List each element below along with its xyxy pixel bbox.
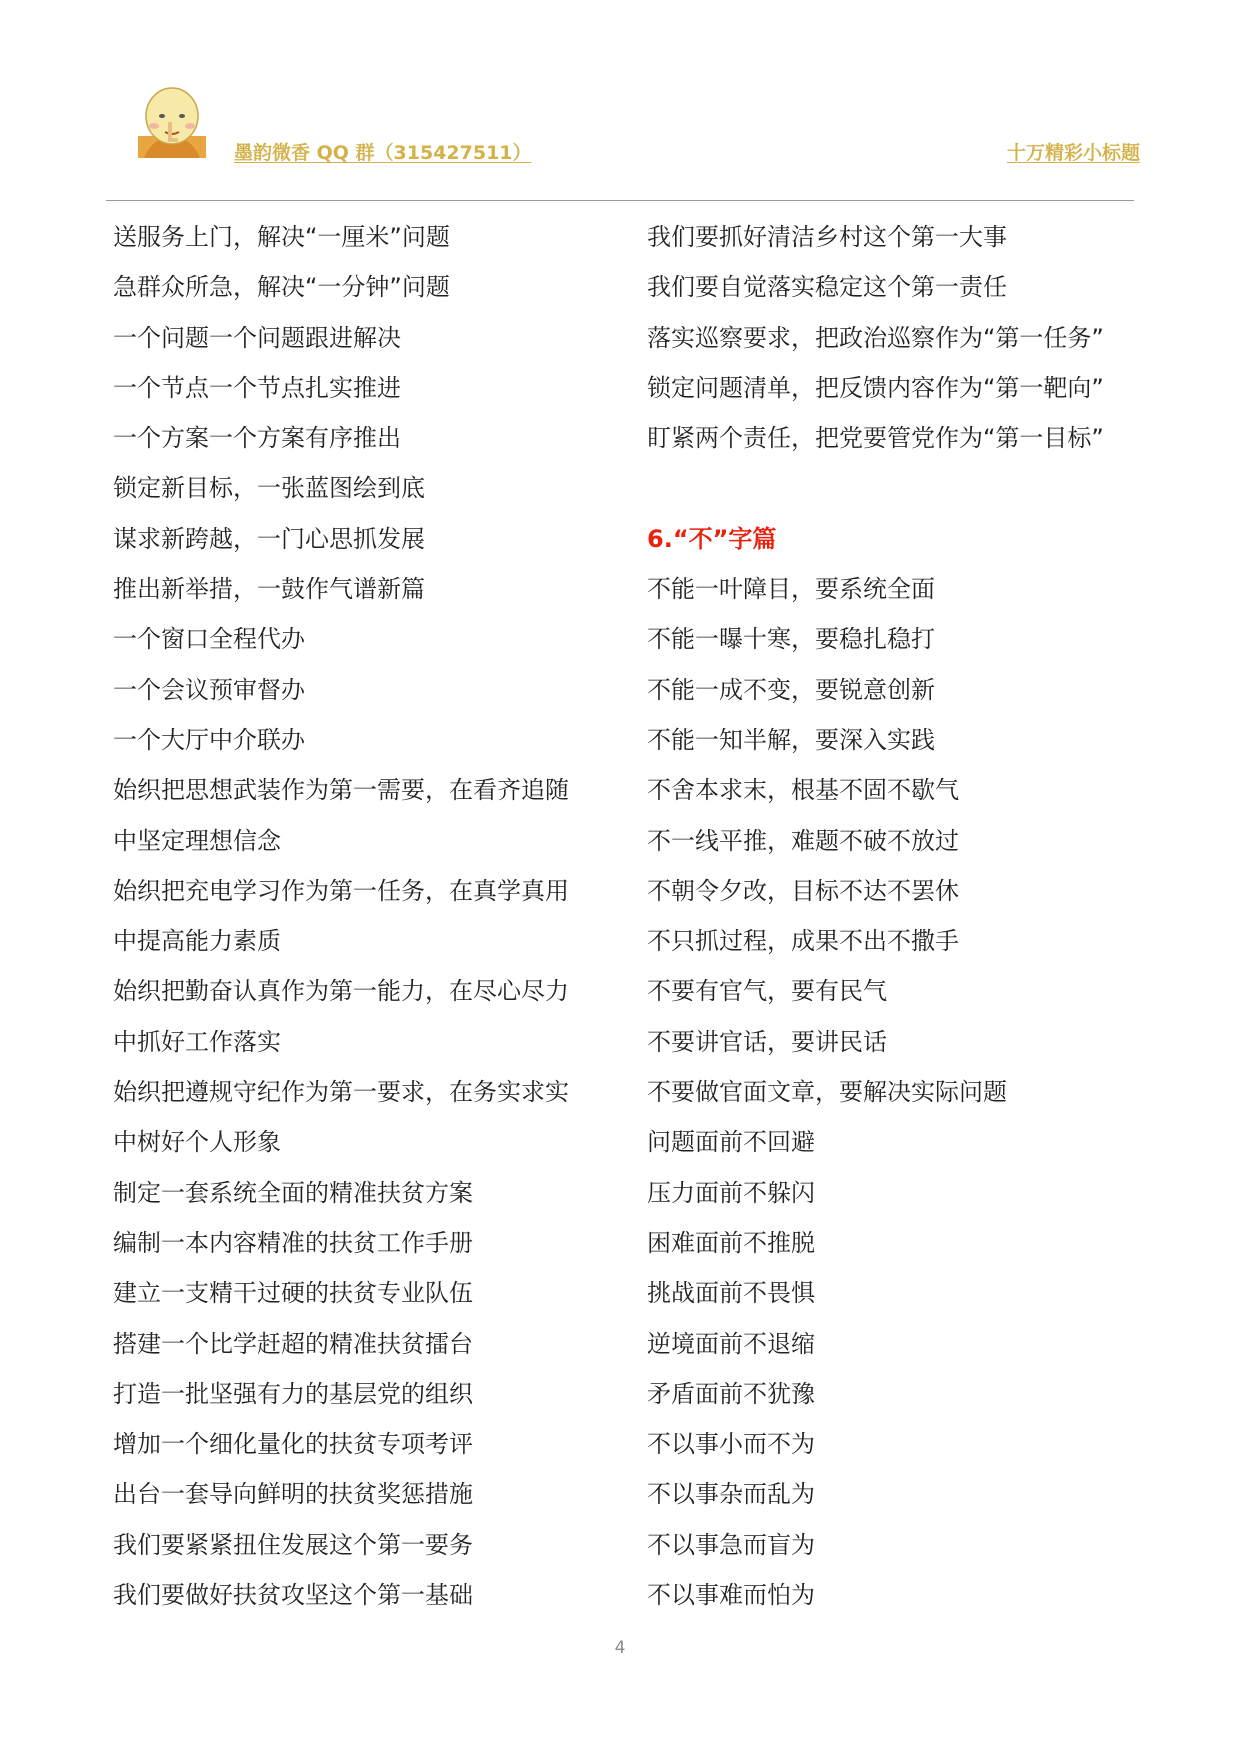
header-divider: [106, 200, 1134, 201]
header-title: 十万精彩小标题: [1006, 142, 1140, 164]
list-item: 我们要做好扶贫攻坚这个第一基础: [113, 1581, 473, 1610]
list-item: 矛盾面前不犹豫: [647, 1379, 815, 1408]
list-item: 锁定新目标，一张蓝图绘到底: [113, 474, 425, 503]
list-item: 不要讲官话，要讲民话: [647, 1027, 887, 1056]
list-item: 困难面前不推脱: [647, 1228, 815, 1257]
list-item: 挑战面前不畏惧: [647, 1279, 815, 1308]
bald-child-avatar-icon: [134, 86, 210, 158]
list-item: 出台一套导向鲜明的扶贫奖惩措施: [113, 1480, 473, 1509]
list-item: 不以事杂而乱为: [647, 1480, 815, 1509]
list-item: 不以事难而怕为: [647, 1581, 815, 1610]
list-item: 中树好个人形象: [113, 1128, 281, 1157]
list-item: 送服务上门，解决“一厘米”问题: [113, 223, 450, 251]
list-item: 不只抓过程，成果不出不撒手: [647, 927, 959, 956]
list-item: 压力面前不躲闪: [647, 1178, 815, 1207]
list-item: 逆境面前不退缩: [647, 1329, 815, 1358]
list-item: 搭建一个比学赶超的精准扶贫擂台: [113, 1329, 473, 1358]
blank-line: [647, 463, 1147, 513]
list-item: 不一线平推，难题不破不放过: [647, 826, 959, 855]
list-item: 不能一曝十寒，要稳扎稳打: [647, 625, 935, 654]
list-item: 落实巡察要求，把政治巡察作为“第一任务”: [647, 323, 1104, 352]
list-item: 我们要紧紧扭住发展这个第一要务: [113, 1530, 473, 1559]
list-item: 不以事急而盲为: [647, 1530, 815, 1559]
list-item: 我们要抓好清洁乡村这个第一大事: [647, 223, 1007, 251]
list-item: 不要做官面文章，要解决实际问题: [647, 1078, 1007, 1107]
list-item: 一个节点一个节点扎实推进: [113, 373, 401, 402]
list-item: 建立一支精干过硬的扶贫专业队伍: [113, 1279, 473, 1308]
page-number: 4: [614, 1638, 626, 1658]
right-column: [647, 212, 1147, 1620]
list-item: 不以事小而不为: [647, 1430, 815, 1459]
list-item: 我们要自觉落实稳定这个第一责任: [647, 273, 1007, 302]
section-heading: 6.“不”字篇: [647, 524, 777, 553]
list-item: 编制一本内容精准的扶贫工作手册: [113, 1228, 473, 1257]
list-item: 锁定问题清单，把反馈内容作为“第一靶向”: [647, 373, 1104, 402]
list-item: 不朝令夕改，目标不达不罢休: [647, 876, 959, 905]
list-item: 制定一套系统全面的精准扶贫方案: [113, 1178, 473, 1207]
list-item: 推出新举措，一鼓作气谱新篇: [113, 575, 425, 604]
list-item: 急群众所急，解决“一分钟”问题: [113, 273, 450, 302]
list-item: 中坚定理想信念: [113, 826, 281, 855]
list-item: 不能一叶障目，要系统全面: [647, 575, 935, 604]
list-item: 一个问题一个问题跟进解决: [113, 323, 401, 352]
list-item: 问题面前不回避: [647, 1128, 815, 1157]
list-item: 一个会议预审督办: [113, 675, 305, 704]
page-header: [134, 86, 1140, 164]
list-item: 始织把勤奋认真作为第一能力，在尽心尽力: [113, 977, 569, 1006]
list-item: 不能一成不变，要锐意创新: [647, 675, 935, 704]
list-item: 打造一批坚强有力的基层党的组织: [113, 1379, 473, 1408]
left-column: [113, 212, 613, 1620]
list-item: 不能一知半解，要深入实践: [647, 725, 935, 754]
list-item: 不舍本求末，根基不固不歇气: [647, 776, 959, 805]
list-item: 一个大厅中介联办: [113, 725, 305, 754]
header-qq-group: 墨韵微香 QQ 群（315427511）: [234, 142, 532, 164]
list-item: 增加一个细化量化的扶贫专项考评: [113, 1430, 473, 1459]
list-item: 始织把思想武装作为第一需要，在看齐追随: [113, 776, 569, 805]
list-item: 中提高能力素质: [113, 927, 281, 956]
list-item: 盯紧两个责任，把党要管党作为“第一目标”: [647, 424, 1104, 453]
list-item: 始织把遵规守纪作为第一要求，在务实求实: [113, 1078, 569, 1107]
list-item: 一个窗口全程代办: [113, 625, 305, 654]
list-item: 一个方案一个方案有序推出: [113, 424, 401, 453]
list-item: 不要有官气，要有民气: [647, 977, 887, 1006]
list-item: 谋求新跨越，一门心思抓发展: [113, 524, 425, 553]
list-item: 始织把充电学习作为第一任务，在真学真用: [113, 876, 569, 905]
list-item: 中抓好工作落实: [113, 1027, 281, 1056]
